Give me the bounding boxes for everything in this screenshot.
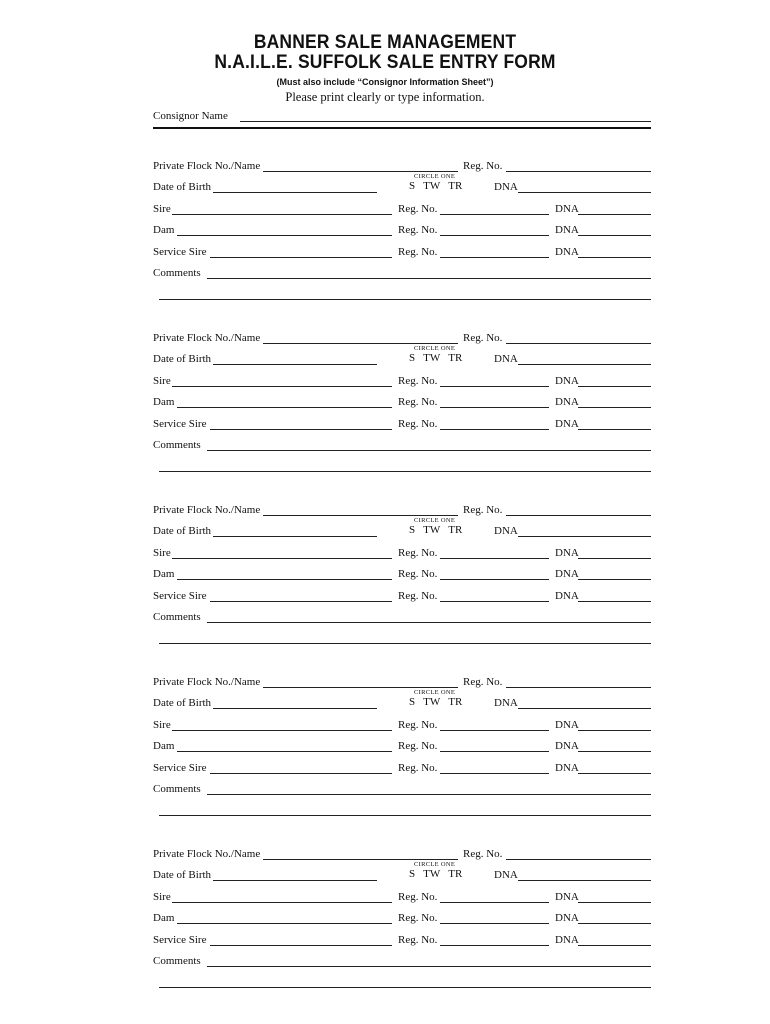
circle-one-note: CIRCLE ONE — [414, 861, 456, 868]
form-title-line2: N.A.I.L.E. SUFFOLK SALE ENTRY FORM — [214, 52, 556, 73]
dob-field[interactable] — [213, 192, 377, 193]
comments-field[interactable] — [207, 450, 651, 451]
dna-label: DNA — [494, 525, 518, 537]
sire-reg-label: Reg. No. — [398, 203, 438, 215]
dam-field[interactable] — [177, 579, 392, 580]
dna-label: DNA — [494, 353, 518, 365]
option-tw[interactable]: TW — [423, 868, 441, 880]
type-options — [409, 524, 470, 536]
dob-label: Date of Birth — [153, 353, 212, 365]
comments-label: Comments — [153, 439, 201, 451]
service-sire-field[interactable] — [210, 773, 392, 774]
dam-label: Dam — [153, 912, 175, 924]
header-divider — [153, 127, 651, 129]
option-tw[interactable]: TW — [423, 352, 441, 364]
comments-field[interactable] — [207, 966, 651, 967]
service-sire-label: Service Sire — [153, 934, 207, 946]
type-options — [409, 868, 470, 880]
flock-field[interactable] — [263, 859, 458, 860]
service-sire-label: Service Sire — [153, 762, 207, 774]
comments-field[interactable] — [207, 622, 651, 623]
dna-label: DNA — [494, 869, 518, 881]
comments-field[interactable] — [207, 278, 651, 279]
sire-reg-field[interactable] — [440, 730, 549, 731]
dam-reg-field[interactable] — [440, 407, 549, 408]
reg-field[interactable] — [506, 171, 651, 172]
comments-field-line2[interactable] — [159, 815, 651, 816]
service-sire-reg-field[interactable] — [440, 773, 549, 774]
comments-field-line2[interactable] — [159, 643, 651, 644]
sire-reg-field[interactable] — [440, 902, 549, 903]
type-options — [409, 180, 470, 192]
option-s[interactable]: S — [409, 524, 416, 536]
dob-label: Date of Birth — [153, 869, 212, 881]
dam-reg-field[interactable] — [440, 579, 549, 580]
comments-field-line2[interactable] — [159, 299, 651, 300]
flock-label: Private Flock No./Name — [153, 332, 261, 344]
comments-field-line2[interactable] — [159, 987, 651, 988]
service-sire-reg-field[interactable] — [440, 601, 549, 602]
dam-reg-label: Reg. No. — [398, 740, 438, 752]
dam-dna-label: DNA — [555, 740, 579, 752]
sire-dna-field[interactable] — [578, 386, 651, 387]
type-options — [409, 696, 470, 708]
reg-field[interactable] — [506, 343, 651, 344]
consignor-sheet-note: (Must also include “Consignor Information Sheet”) — [276, 77, 494, 87]
dam-reg-field[interactable] — [440, 235, 549, 236]
service-sire-reg-label: Reg. No. — [398, 418, 438, 430]
comments-label: Comments — [153, 611, 201, 623]
service-sire-field[interactable] — [210, 945, 392, 946]
type-options — [409, 352, 470, 364]
service-sire-reg-label: Reg. No. — [398, 246, 438, 258]
reg-label: Reg. No. — [463, 332, 503, 344]
comments-label: Comments — [153, 783, 201, 795]
sire-reg-field[interactable] — [440, 214, 549, 215]
dna-field[interactable] — [518, 536, 651, 537]
option-tr[interactable]: TR — [448, 352, 463, 364]
dam-label: Dam — [153, 740, 175, 752]
dob-label: Date of Birth — [153, 525, 212, 537]
service-sire-reg-field[interactable] — [440, 257, 549, 258]
sire-dna-field[interactable] — [578, 730, 651, 731]
sire-reg-label: Reg. No. — [398, 719, 438, 731]
circle-one-note: CIRCLE ONE — [414, 345, 456, 352]
dam-reg-field[interactable] — [440, 751, 549, 752]
sire-reg-field[interactable] — [440, 558, 549, 559]
service-sire-reg-label: Reg. No. — [398, 590, 438, 602]
option-s[interactable]: S — [409, 180, 416, 192]
sire-field[interactable] — [172, 558, 392, 559]
comments-field-line2[interactable] — [159, 471, 651, 472]
sire-field[interactable] — [172, 902, 392, 903]
dna-field[interactable] — [518, 192, 651, 193]
service-sire-dna-field[interactable] — [578, 773, 651, 774]
service-sire-label: Service Sire — [153, 590, 207, 602]
reg-label: Reg. No. — [463, 160, 503, 172]
dna-field[interactable] — [518, 708, 651, 709]
service-sire-field[interactable] — [210, 601, 392, 602]
dam-reg-label: Reg. No. — [398, 224, 438, 236]
circle-one-note: CIRCLE ONE — [414, 517, 456, 524]
consignor-name-label: Consignor Name — [153, 110, 228, 122]
dna-label: DNA — [494, 181, 518, 193]
flock-label: Private Flock No./Name — [153, 160, 261, 172]
sire-dna-label: DNA — [555, 719, 579, 731]
dam-field[interactable] — [177, 751, 392, 752]
dna-field[interactable] — [518, 364, 651, 365]
dam-dna-field[interactable] — [578, 407, 651, 408]
option-tw[interactable]: TW — [423, 696, 441, 708]
flock-label: Private Flock No./Name — [153, 504, 261, 516]
sire-label: Sire — [153, 547, 171, 559]
sire-field[interactable] — [172, 214, 392, 215]
sire-label: Sire — [153, 891, 171, 903]
service-sire-dna-field[interactable] — [578, 945, 651, 946]
dob-field[interactable] — [213, 364, 377, 365]
dob-label: Date of Birth — [153, 181, 212, 193]
sire-dna-field[interactable] — [578, 558, 651, 559]
service-sire-dna-label: DNA — [555, 590, 579, 602]
dam-field[interactable] — [177, 235, 392, 236]
dam-dna-label: DNA — [555, 224, 579, 236]
option-s[interactable]: S — [409, 352, 416, 364]
comments-label: Comments — [153, 267, 201, 279]
sire-dna-label: DNA — [555, 891, 579, 903]
dam-reg-label: Reg. No. — [398, 568, 438, 580]
dam-label: Dam — [153, 224, 175, 236]
sire-label: Sire — [153, 375, 171, 387]
sire-dna-label: DNA — [555, 203, 579, 215]
service-sire-label: Service Sire — [153, 418, 207, 430]
flock-label: Private Flock No./Name — [153, 848, 261, 860]
option-tw[interactable]: TW — [423, 524, 441, 536]
dam-dna-field[interactable] — [578, 751, 651, 752]
flock-field[interactable] — [263, 687, 458, 688]
flock-field[interactable] — [263, 171, 458, 172]
reg-field[interactable] — [506, 515, 651, 516]
sire-dna-label: DNA — [555, 547, 579, 559]
service-sire-dna-field[interactable] — [578, 429, 651, 430]
service-sire-dna-field[interactable] — [578, 257, 651, 258]
dam-dna-field[interactable] — [578, 923, 651, 924]
sire-label: Sire — [153, 203, 171, 215]
comments-label: Comments — [153, 955, 201, 967]
sire-dna-field[interactable] — [578, 902, 651, 903]
service-sire-dna-label: DNA — [555, 246, 579, 258]
service-sire-reg-label: Reg. No. — [398, 934, 438, 946]
service-sire-dna-label: DNA — [555, 762, 579, 774]
circle-one-note: CIRCLE ONE — [414, 173, 456, 180]
dob-field[interactable] — [213, 536, 377, 537]
sire-dna-field[interactable] — [578, 214, 651, 215]
dam-dna-field[interactable] — [578, 235, 651, 236]
dam-label: Dam — [153, 396, 175, 408]
flock-label: Private Flock No./Name — [153, 676, 261, 688]
sire-field[interactable] — [172, 386, 392, 387]
option-tw[interactable]: TW — [423, 180, 441, 192]
print-instruction: Please print clearly or type information. — [285, 90, 485, 104]
consignor-name-field[interactable] — [240, 121, 651, 122]
service-sire-field[interactable] — [210, 257, 392, 258]
option-tr[interactable]: TR — [448, 696, 463, 708]
reg-field[interactable] — [506, 859, 651, 860]
reg-label: Reg. No. — [463, 504, 503, 516]
dob-field[interactable] — [213, 708, 377, 709]
reg-label: Reg. No. — [463, 676, 503, 688]
dam-label: Dam — [153, 568, 175, 580]
service-sire-reg-field[interactable] — [440, 429, 549, 430]
dob-label: Date of Birth — [153, 697, 212, 709]
service-sire-dna-field[interactable] — [578, 601, 651, 602]
sire-reg-label: Reg. No. — [398, 891, 438, 903]
reg-field[interactable] — [506, 687, 651, 688]
option-s[interactable]: S — [409, 868, 416, 880]
flock-field[interactable] — [263, 343, 458, 344]
dam-dna-field[interactable] — [578, 579, 651, 580]
service-sire-label: Service Sire — [153, 246, 207, 258]
service-sire-field[interactable] — [210, 429, 392, 430]
sire-dna-label: DNA — [555, 375, 579, 387]
dam-dna-label: DNA — [555, 568, 579, 580]
dob-field[interactable] — [213, 880, 377, 881]
service-sire-dna-label: DNA — [555, 934, 579, 946]
option-tr[interactable]: TR — [448, 180, 463, 192]
dna-label: DNA — [494, 697, 518, 709]
service-sire-dna-label: DNA — [555, 418, 579, 430]
form-title-line1: BANNER SALE MANAGEMENT — [253, 32, 517, 53]
option-tr[interactable]: TR — [448, 524, 463, 536]
dam-dna-label: DNA — [555, 912, 579, 924]
option-s[interactable]: S — [409, 696, 416, 708]
reg-label: Reg. No. — [463, 848, 503, 860]
comments-field[interactable] — [207, 794, 651, 795]
service-sire-reg-label: Reg. No. — [398, 762, 438, 774]
flock-field[interactable] — [263, 515, 458, 516]
dam-field[interactable] — [177, 407, 392, 408]
dna-field[interactable] — [518, 880, 651, 881]
sire-reg-field[interactable] — [440, 386, 549, 387]
circle-one-note: CIRCLE ONE — [414, 689, 456, 696]
sire-field[interactable] — [172, 730, 392, 731]
dam-dna-label: DNA — [555, 396, 579, 408]
sire-reg-label: Reg. No. — [398, 375, 438, 387]
dam-reg-label: Reg. No. — [398, 912, 438, 924]
service-sire-reg-field[interactable] — [440, 945, 549, 946]
dam-reg-label: Reg. No. — [398, 396, 438, 408]
sire-label: Sire — [153, 719, 171, 731]
sire-reg-label: Reg. No. — [398, 547, 438, 559]
dam-field[interactable] — [177, 923, 392, 924]
option-tr[interactable]: TR — [448, 868, 463, 880]
dam-reg-field[interactable] — [440, 923, 549, 924]
